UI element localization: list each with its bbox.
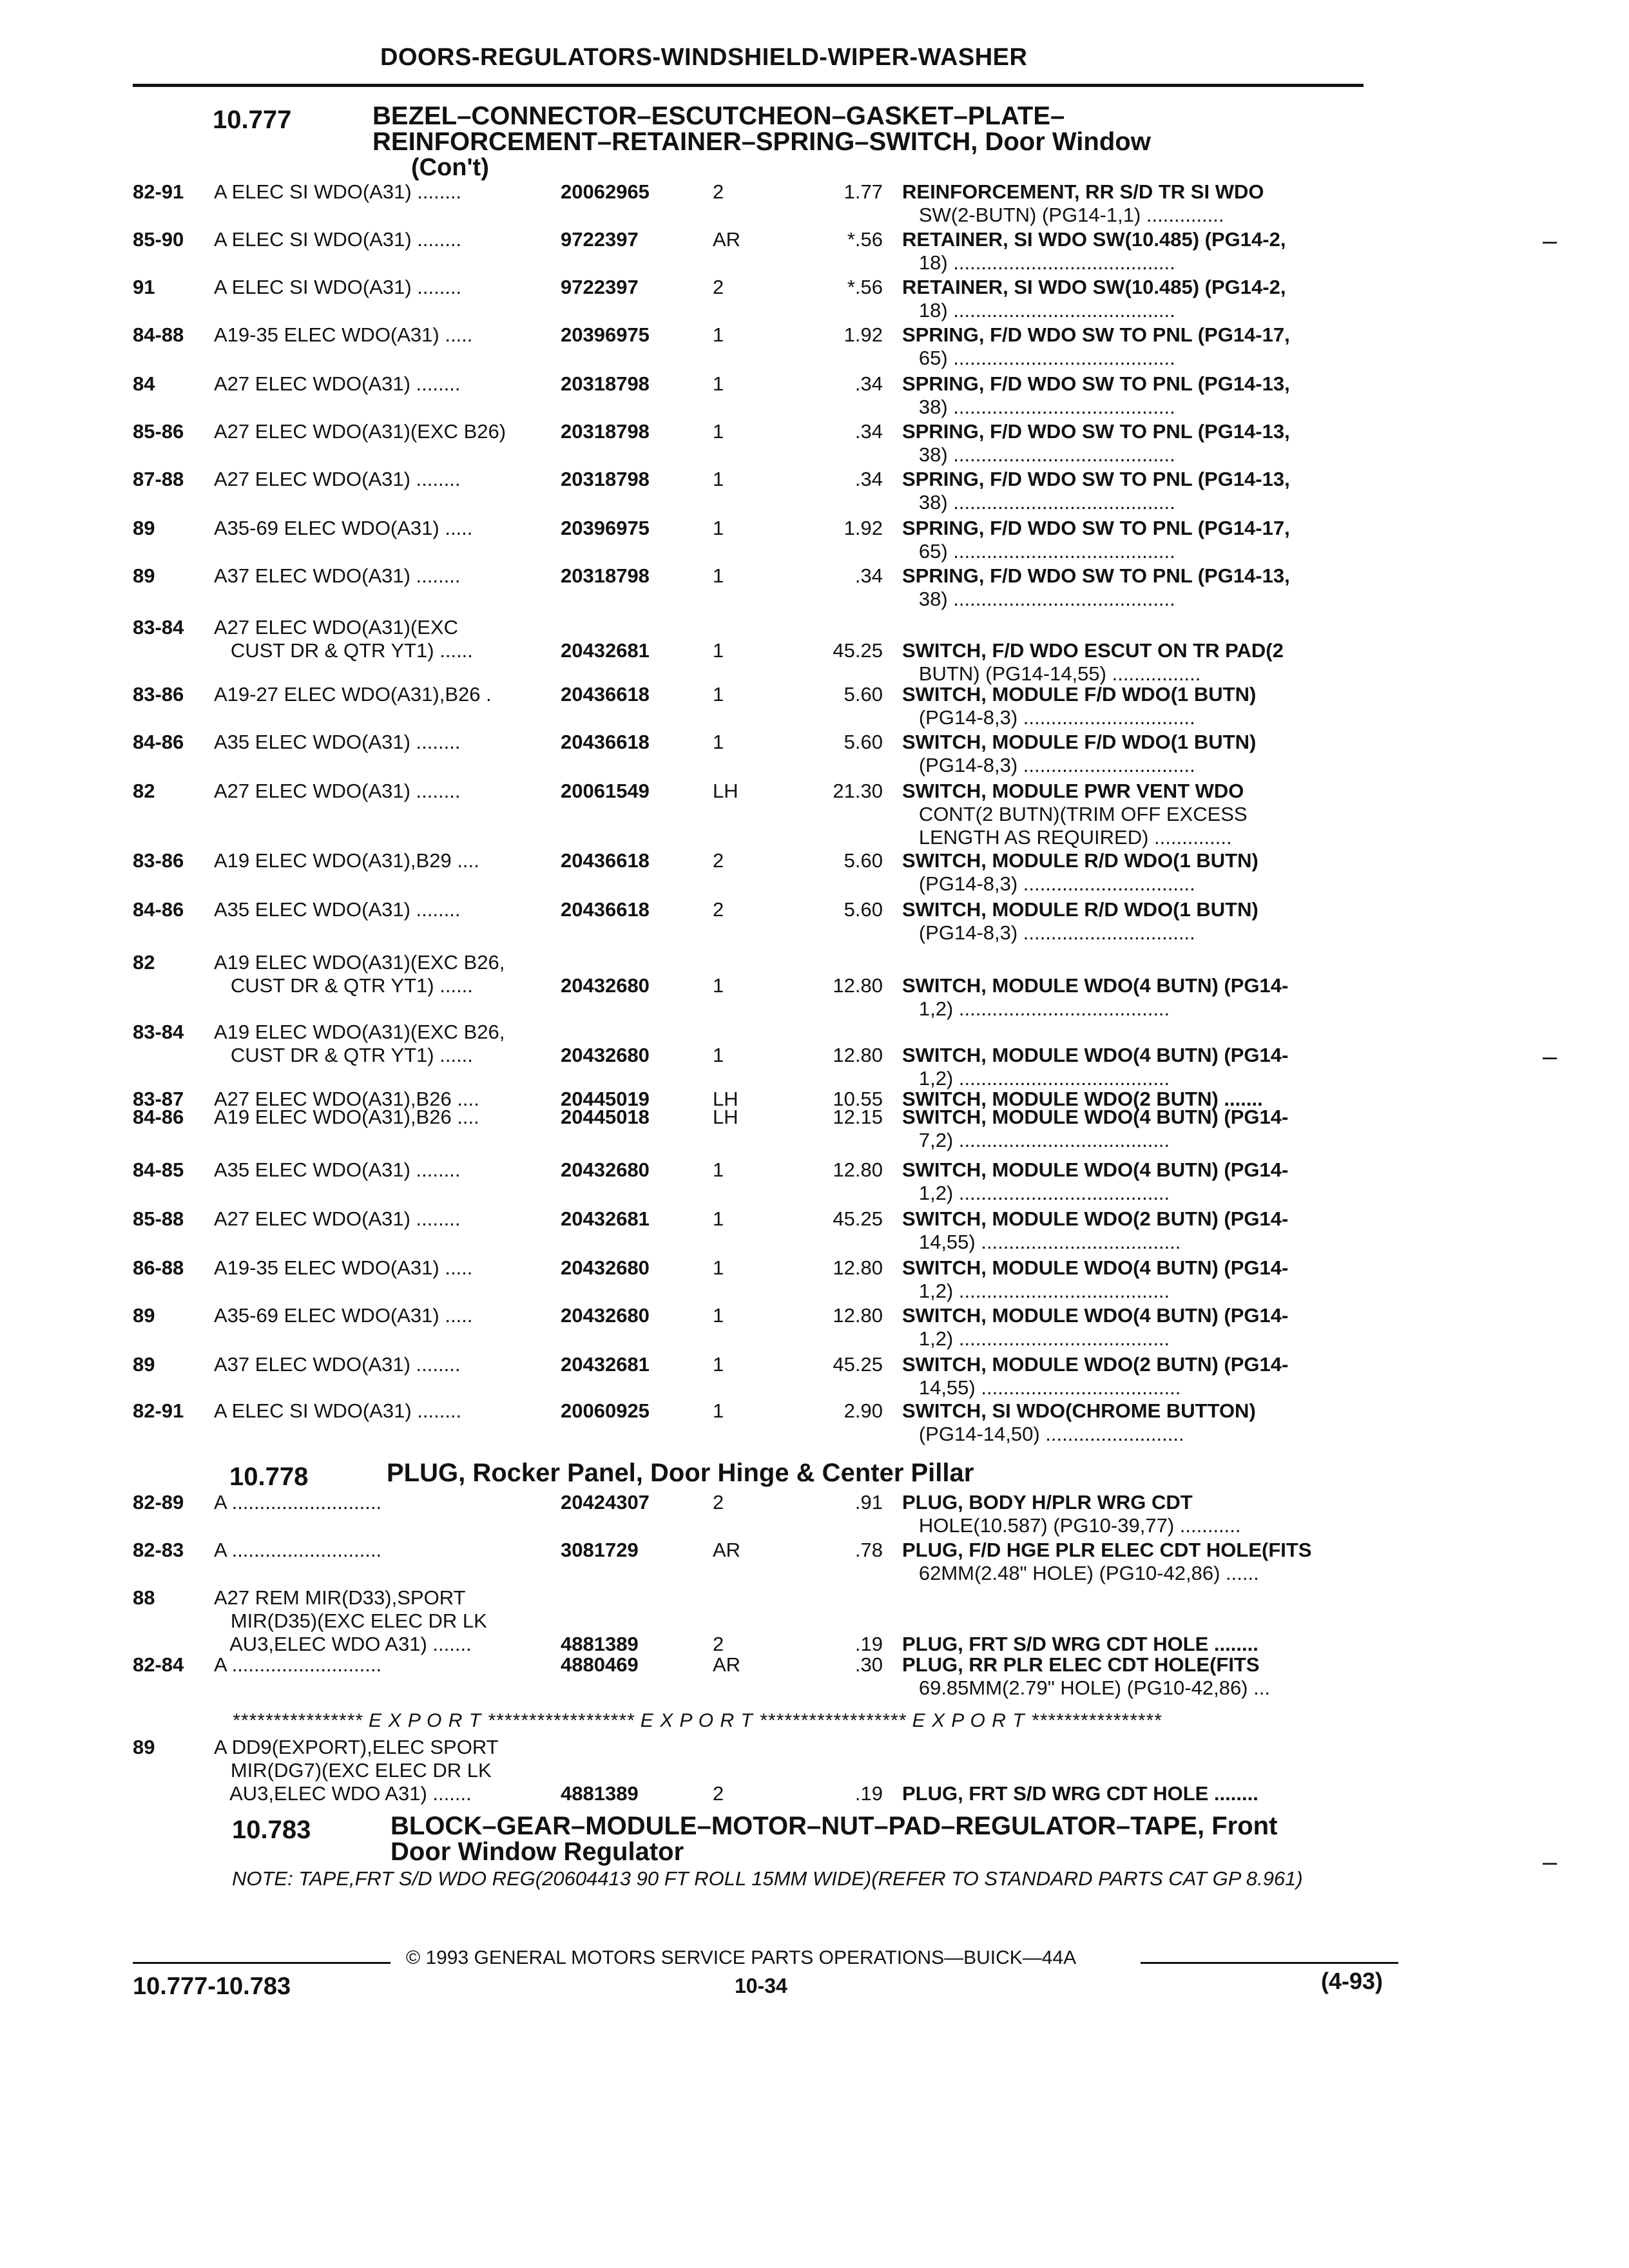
part-number: 20432681 <box>561 1207 650 1230</box>
part-description <box>902 420 1290 466</box>
quantity: 1 <box>713 974 724 997</box>
section-title-line: Door Window Regulator <box>390 1838 684 1866</box>
model-description: A19-35 ELEC WDO(A31) ..... <box>214 1256 473 1279</box>
part-description <box>902 1353 1288 1399</box>
part-number: 20061549 <box>561 780 650 802</box>
section-title <box>372 103 1151 180</box>
section-title-line: (Con't) <box>411 154 489 181</box>
part-description <box>902 517 1290 563</box>
part-number: 20396975 <box>561 323 650 346</box>
quantity: 2 <box>713 1491 724 1514</box>
part-description-line: 38) ........................................ <box>902 443 1175 466</box>
part-number: 3081729 <box>561 1539 639 1561</box>
part-description <box>902 564 1290 611</box>
model-description: A ........................... <box>214 1539 382 1561</box>
model-description: A19-35 ELEC WDO(A31) ..... <box>214 323 473 346</box>
quantity: 1 <box>713 372 724 395</box>
part-description-line: SWITCH, SI WDO(CHROME BUTTON) <box>902 1399 1256 1422</box>
year-range: 84-86 <box>133 731 184 753</box>
part-description-line: 38) ........................................ <box>902 588 1175 610</box>
part-description-line: SWITCH, MODULE WDO(4 BUTN) (PG14- <box>902 1044 1289 1066</box>
year-range: 85-86 <box>133 420 184 443</box>
price: *.56 <box>847 276 883 298</box>
part-description-line <box>902 1586 1258 1610</box>
section-number: 10.777 <box>213 106 292 134</box>
part-description <box>902 1399 1256 1446</box>
price: .19 <box>854 1782 883 1805</box>
part-description <box>902 1256 1288 1303</box>
part-description-line: 1,2) ...................................... <box>902 1280 1170 1302</box>
part-description-line: SPRING, F/D WDO SW TO PNL (PG14-13, <box>902 564 1290 587</box>
year-range: 82-89 <box>133 1491 184 1514</box>
part-description-line: SWITCH, MODULE R/D WDO(1 BUTN) <box>902 849 1258 872</box>
part-description-line: 14,55) .................................... <box>902 1231 1181 1253</box>
price: .78 <box>854 1539 883 1561</box>
model-description: A27 ELEC WDO(A31)(EXC CUST DR & QTR YT1) ...... <box>214 616 473 662</box>
part-description-line: SWITCH, MODULE WDO(2 BUTN) (PG14- <box>902 1207 1289 1230</box>
model-description: A37 ELEC WDO(A31) ........ <box>214 1353 461 1376</box>
part-number: 9722397 <box>561 228 639 251</box>
quantity: 1 <box>713 468 724 490</box>
price: 12.80 <box>833 1158 883 1181</box>
header-rule <box>133 84 1364 87</box>
model-description: A27 REM MIR(D33),SPORT MIR(D35)(EXC ELEC DR LK AU3,ELEC WDO A31) ....... <box>214 1586 487 1655</box>
export-separator: **************** E X P O R T ****************** E X P O R T ****************** E X P O R T **************** <box>232 1710 1162 1731</box>
price: 1.92 <box>843 517 883 539</box>
model-description: A35 ELEC WDO(A31) ........ <box>214 731 461 753</box>
part-description-line: 65) ........................................ <box>902 347 1175 369</box>
quantity: 2 <box>713 276 724 298</box>
margin-mark: – <box>1543 1848 1557 1876</box>
part-description-line: SWITCH, MODULE F/D WDO(1 BUTN) <box>902 731 1257 753</box>
part-number: 20432681 <box>561 639 650 662</box>
model-description: A19 ELEC WDO(A31),B26 .... <box>214 1106 479 1128</box>
year-range: 82-84 <box>133 1653 184 1676</box>
quantity: 1 <box>713 323 724 346</box>
part-number: 4881389 <box>561 1782 639 1805</box>
year-range: 83-86 <box>133 683 184 706</box>
price: 12.80 <box>833 1256 883 1279</box>
part-description-line <box>902 1759 1258 1782</box>
part-description <box>902 974 1288 1021</box>
quantity: 1 <box>713 1353 724 1376</box>
part-description-line: 1,2) ...................................... <box>902 1327 1170 1350</box>
price: 1.92 <box>843 323 883 346</box>
footer-copyright: © 1993 GENERAL MOTORS SERVICE PARTS OPERATIONS—BUICK—44A <box>406 1947 1077 1968</box>
year-range: 87-88 <box>133 468 184 490</box>
part-description-line: REINFORCEMENT, RR S/D TR SI WDO <box>902 180 1264 203</box>
section-title-line: BEZEL–CONNECTOR–ESCUTCHEON–GASKET–PLATE– <box>372 102 1065 130</box>
part-description <box>902 468 1290 514</box>
part-description-line: 38) ........................................ <box>902 491 1175 514</box>
quantity: AR <box>713 1653 741 1676</box>
year-range: 83-86 <box>133 849 184 872</box>
price: .19 <box>854 1633 883 1655</box>
quantity: 1 <box>713 639 724 662</box>
quantity: 1 <box>713 1158 724 1181</box>
year-range: 82-83 <box>133 1539 184 1561</box>
part-number: 20436618 <box>561 849 650 872</box>
year-range: 89 <box>133 564 155 587</box>
price: .34 <box>854 564 883 587</box>
part-description-line: SWITCH, MODULE WDO(4 BUTN) (PG14- <box>902 1158 1289 1181</box>
part-description <box>902 323 1290 370</box>
year-range: 89 <box>133 1353 155 1376</box>
section-title-line: REINFORCEMENT–RETAINER–SPRING–SWITCH, Door Window <box>372 128 1151 156</box>
part-number: 20318798 <box>561 564 650 587</box>
price: .34 <box>854 420 883 443</box>
part-number: 20060925 <box>561 1399 650 1422</box>
quantity: 1 <box>713 683 724 706</box>
year-range: 89 <box>133 1304 155 1327</box>
part-description-line: SWITCH, MODULE WDO(4 BUTN) (PG14- <box>902 1304 1289 1327</box>
part-description-line: (PG14-8,3) ............................... <box>902 754 1195 776</box>
quantity: 1 <box>713 420 724 443</box>
section-number: 10.778 <box>229 1463 309 1491</box>
part-description <box>902 1304 1288 1350</box>
quantity: 1 <box>713 1256 724 1279</box>
part-description-line: SWITCH, MODULE WDO(2 BUTN) (PG14- <box>902 1353 1289 1376</box>
model-description: A ELEC SI WDO(A31) ........ <box>214 228 462 251</box>
part-description-line: 65) ........................................ <box>902 540 1175 562</box>
model-description: A27 ELEC WDO(A31) ........ <box>214 1207 461 1230</box>
model-description: A19 ELEC WDO(A31)(EXC B26, CUST DR & QTR YT1) ...... <box>214 951 505 997</box>
footer-date: (4-93) <box>1321 1968 1383 1994</box>
part-number: 20396975 <box>561 517 650 539</box>
model-description: A ELEC SI WDO(A31) ........ <box>214 276 462 298</box>
year-range: 91 <box>133 276 155 298</box>
part-number: 20318798 <box>561 468 650 490</box>
part-description-line: PLUG, F/D HGE PLR ELEC CDT HOLE(FITS <box>902 1539 1312 1561</box>
model-description: A35 ELEC WDO(A31) ........ <box>214 898 461 921</box>
year-range: 89 <box>133 1736 155 1758</box>
part-number: 20432680 <box>561 1256 650 1279</box>
price: .34 <box>854 372 883 395</box>
part-number: 20062965 <box>561 180 650 203</box>
price: 5.60 <box>843 731 883 753</box>
part-description <box>902 1044 1288 1090</box>
part-description-line: SW(2-BUTN) (PG14-1,1) .............. <box>902 204 1224 226</box>
quantity: 2 <box>713 1633 724 1655</box>
part-description-line: (PG14-8,3) ............................... <box>902 872 1195 895</box>
year-range: 82-91 <box>133 1399 184 1422</box>
part-description-line: SWITCH, MODULE WDO(4 BUTN) (PG14- <box>902 974 1289 997</box>
part-description-line: HOLE(10.587) (PG10-39,77) ........... <box>902 1514 1241 1537</box>
price: .91 <box>854 1491 883 1514</box>
part-description-line: SWITCH, F/D WDO ESCUT ON TR PAD(2 <box>902 639 1284 662</box>
part-description-line: SWITCH, MODULE F/D WDO(1 BUTN) <box>902 683 1257 706</box>
quantity: 2 <box>713 180 724 203</box>
price: .30 <box>854 1653 883 1676</box>
part-description <box>902 1586 1258 1656</box>
model-description: A35-69 ELEC WDO(A31) ..... <box>214 1304 473 1327</box>
part-number: 20424307 <box>561 1491 650 1514</box>
part-description-line: SWITCH, MODULE WDO(2 BUTN) ....... <box>902 1088 1263 1110</box>
price: 45.25 <box>833 1353 883 1376</box>
part-number: 20436618 <box>561 731 650 753</box>
part-description-line: 38) ........................................ <box>902 396 1175 418</box>
year-range: 84 <box>133 372 155 395</box>
part-description <box>902 898 1258 945</box>
part-number: 20432680 <box>561 974 650 997</box>
part-description <box>902 1491 1241 1537</box>
part-number: 20445019 <box>561 1088 650 1110</box>
price: .34 <box>854 468 883 490</box>
model-description: A27 ELEC WDO(A31),B26 .... <box>214 1088 479 1110</box>
part-number: 4880469 <box>561 1653 639 1676</box>
quantity: LH <box>713 780 738 802</box>
part-description <box>902 1653 1270 1700</box>
part-description-line: 69.85MM(2.79" HOLE) (PG10-42,86) ... <box>902 1677 1270 1699</box>
quantity: AR <box>713 228 741 251</box>
quantity: 1 <box>713 1304 724 1327</box>
price: 12.80 <box>833 1044 883 1066</box>
part-description <box>902 228 1286 274</box>
price: 45.25 <box>833 639 883 662</box>
part-description-line: SPRING, F/D WDO SW TO PNL (PG14-17, <box>902 517 1290 539</box>
model-description: A ELEC SI WDO(A31) ........ <box>214 1399 462 1422</box>
part-description <box>902 1539 1312 1585</box>
section-title-line: BLOCK–GEAR–MODULE–MOTOR–NUT–PAD–REGULATOR–TAPE, Front <box>390 1812 1278 1840</box>
part-description-line: RETAINER, SI WDO SW(10.485) (PG14-2, <box>902 228 1286 251</box>
footer-rule-right <box>1141 1962 1398 1964</box>
margin-mark: – <box>1543 1043 1557 1071</box>
year-range: 83-87 <box>133 1088 184 1110</box>
part-number: 20432680 <box>561 1304 650 1327</box>
note-text: NOTE: TAPE,FRT S/D WDO REG(20604413 90 FT ROLL 15MM WIDE)(REFER TO STANDARD PARTS CAT GP 8.961) <box>232 1867 1303 1890</box>
price: 10.55 <box>833 1088 883 1110</box>
price: 5.60 <box>843 849 883 872</box>
part-number: 20432680 <box>561 1158 650 1181</box>
model-description: A DD9(EXPORT),ELEC SPORT MIR(DG7)(EXC ELEC DR LK AU3,ELEC WDO A31) ....... <box>214 1736 499 1805</box>
part-description-line: 62MM(2.48" HOLE) (PG10-42,86) ...... <box>902 1562 1259 1584</box>
price: *.56 <box>847 228 883 251</box>
part-description-line: LENGTH AS REQUIRED) .............. <box>902 826 1232 849</box>
year-range: 84-88 <box>133 323 184 346</box>
model-description: A19 ELEC WDO(A31)(EXC B26, CUST DR & QTR YT1) ...... <box>214 1021 505 1066</box>
model-description: A27 ELEC WDO(A31)(EXC B26) <box>214 420 506 443</box>
part-description-line: (PG14-14,50) ......................... <box>902 1423 1184 1445</box>
part-description-line: BUTN) (PG14-14,55) ................ <box>902 662 1201 685</box>
footer-rule-left <box>133 1962 390 1964</box>
part-number: 20436618 <box>561 898 650 921</box>
part-description-line: 1,2) ...................................... <box>902 997 1170 1020</box>
part-description-line: SPRING, F/D WDO SW TO PNL (PG14-13, <box>902 372 1290 395</box>
price: 12.15 <box>833 1106 883 1128</box>
part-description-line: PLUG, RR PLR ELEC CDT HOLE(FITS <box>902 1653 1260 1676</box>
price: 12.80 <box>833 974 883 997</box>
part-description-line: 1,2) ...................................... <box>902 1067 1170 1090</box>
part-description <box>902 1736 1258 1805</box>
part-description-line: SPRING, F/D WDO SW TO PNL (PG14-17, <box>902 323 1290 346</box>
quantity: LH <box>713 1106 738 1128</box>
part-description <box>902 1207 1288 1254</box>
model-description: A ........................... <box>214 1653 382 1676</box>
part-description-line: 18) ........................................ <box>902 251 1175 274</box>
part-description-line: 1,2) ...................................... <box>902 1182 1170 1204</box>
price: 45.25 <box>833 1207 883 1230</box>
model-description: A27 ELEC WDO(A31) ........ <box>214 780 461 802</box>
part-description-line: SWITCH, MODULE PWR VENT WDO <box>902 780 1244 802</box>
year-range: 83-84 <box>133 616 184 639</box>
footer-page-number: 10-34 <box>735 1974 787 1997</box>
quantity: LH <box>713 1088 738 1110</box>
part-number: 4881389 <box>561 1633 639 1655</box>
part-description <box>902 780 1248 849</box>
year-range: 85-90 <box>133 228 184 251</box>
quantity: 2 <box>713 1782 724 1805</box>
price: 2.90 <box>843 1399 883 1422</box>
part-description <box>902 683 1256 729</box>
price: 5.60 <box>843 898 883 921</box>
model-description: A ELEC SI WDO(A31) ........ <box>214 180 462 203</box>
page-header-title: DOORS-REGULATORS-WINDSHIELD-WIPER-WASHER <box>380 44 1028 71</box>
quantity: 1 <box>713 564 724 587</box>
footer-section-range: 10.777-10.783 <box>133 1973 291 2000</box>
model-description: A19-27 ELEC WDO(A31),B26 . <box>214 683 492 706</box>
part-description <box>902 731 1256 777</box>
part-description <box>902 372 1290 419</box>
part-description <box>902 1158 1288 1205</box>
year-range: 84-86 <box>133 898 184 921</box>
quantity: AR <box>713 1539 741 1561</box>
part-number: 9722397 <box>561 276 639 298</box>
part-description <box>902 180 1264 227</box>
year-range: 82 <box>133 951 155 974</box>
model-description: A37 ELEC WDO(A31) ........ <box>214 564 461 587</box>
part-number: 20318798 <box>561 420 650 443</box>
part-description-line: 14,55) .................................... <box>902 1376 1181 1399</box>
model-description: A27 ELEC WDO(A31) ........ <box>214 468 461 490</box>
part-description-line: PLUG, FRT S/D WRG CDT HOLE ........ <box>902 1782 1258 1805</box>
quantity: 1 <box>713 1207 724 1230</box>
part-description-line: 7,2) ...................................... <box>902 1129 1170 1151</box>
year-range: 82 <box>133 780 155 802</box>
model-description: A35-69 ELEC WDO(A31) ..... <box>214 517 473 539</box>
part-number: 20436618 <box>561 683 650 706</box>
section-number: 10.783 <box>232 1816 311 1844</box>
year-range: 82-91 <box>133 180 184 203</box>
price: 12.80 <box>833 1304 883 1327</box>
part-description-line: SWITCH, MODULE WDO(4 BUTN) (PG14- <box>902 1256 1289 1279</box>
part-description <box>902 849 1258 896</box>
section-title <box>390 1813 1277 1865</box>
part-description-line: PLUG, FRT S/D WRG CDT HOLE ........ <box>902 1633 1258 1655</box>
price: 21.30 <box>833 780 883 802</box>
part-description-line: SWITCH, MODULE R/D WDO(1 BUTN) <box>902 898 1258 921</box>
year-range: 86-88 <box>133 1256 184 1279</box>
model-description: A19 ELEC WDO(A31),B29 .... <box>214 849 479 872</box>
model-description: A35 ELEC WDO(A31) ........ <box>214 1158 461 1181</box>
year-range: 84-85 <box>133 1158 184 1181</box>
quantity: 1 <box>713 731 724 753</box>
quantity: 1 <box>713 517 724 539</box>
year-range: 85-88 <box>133 1207 184 1230</box>
year-range: 89 <box>133 517 155 539</box>
part-description <box>902 639 1284 686</box>
section-title: PLUG, Rocker Panel, Door Hinge & Center Pillar <box>387 1459 974 1487</box>
part-description-line: SPRING, F/D WDO SW TO PNL (PG14-13, <box>902 468 1290 490</box>
part-number: 20432681 <box>561 1353 650 1376</box>
year-range: 83-84 <box>133 1021 184 1043</box>
part-description-line: RETAINER, SI WDO SW(10.485) (PG14-2, <box>902 276 1286 298</box>
part-description <box>902 1106 1288 1152</box>
part-description-line <box>902 1736 1258 1759</box>
part-description-line: 18) ........................................ <box>902 299 1175 322</box>
part-description <box>902 276 1286 322</box>
year-range: 88 <box>133 1586 155 1609</box>
part-description-line: PLUG, BODY H/PLR WRG CDT <box>902 1491 1193 1514</box>
margin-mark: – <box>1543 227 1557 255</box>
price: 5.60 <box>843 683 883 706</box>
part-description-line <box>902 1610 1258 1633</box>
part-description-line: (PG14-8,3) ............................... <box>902 706 1195 729</box>
part-description-line: CONT(2 BUTN)(TRIM OFF EXCESS <box>902 803 1248 825</box>
year-range: 84-86 <box>133 1106 184 1128</box>
price: 1.77 <box>843 180 883 203</box>
part-number: 20432680 <box>561 1044 650 1066</box>
part-number: 20318798 <box>561 372 650 395</box>
model-description: A ........................... <box>214 1491 382 1514</box>
part-description-line: SPRING, F/D WDO SW TO PNL (PG14-13, <box>902 420 1290 443</box>
quantity: 2 <box>713 898 724 921</box>
part-description-line: (PG14-8,3) ............................... <box>902 921 1195 944</box>
model-description: A27 ELEC WDO(A31) ........ <box>214 372 461 395</box>
quantity: 1 <box>713 1044 724 1066</box>
quantity: 2 <box>713 849 724 872</box>
part-number: 20445018 <box>561 1106 650 1128</box>
quantity: 1 <box>713 1399 724 1422</box>
part-description-line: SWITCH, MODULE WDO(4 BUTN) (PG14- <box>902 1106 1289 1128</box>
